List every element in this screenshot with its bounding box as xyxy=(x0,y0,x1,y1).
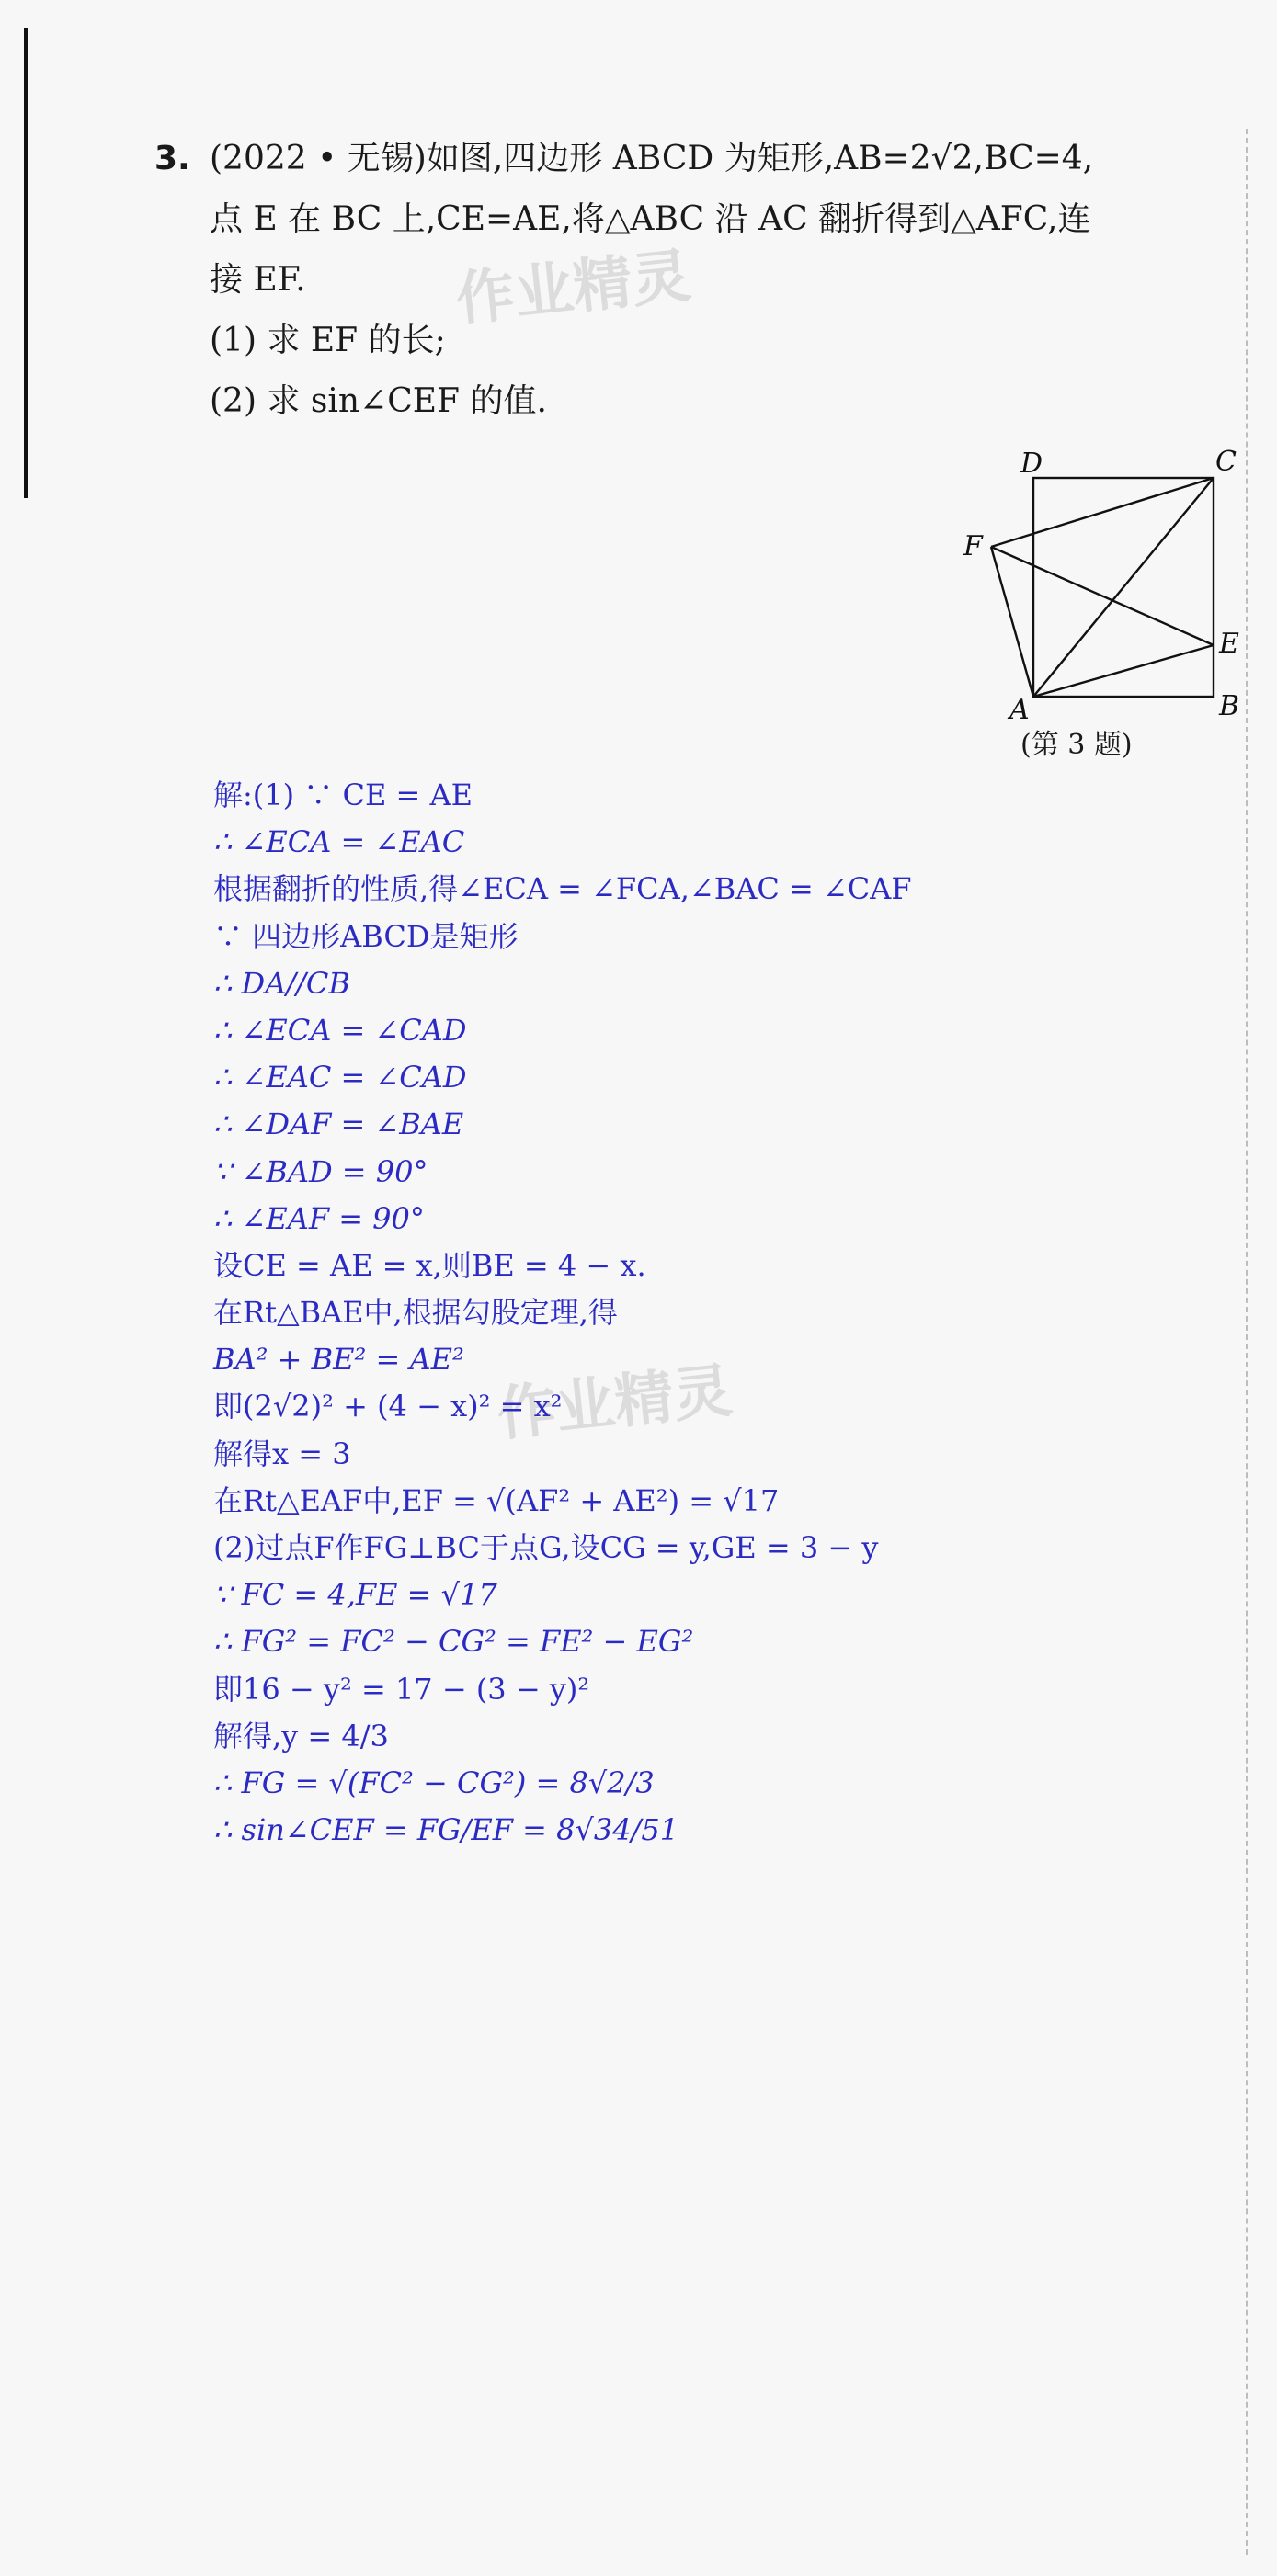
solution-line: ∴ sin∠CEF = FG/EF = 8√34/51 xyxy=(213,1812,679,1848)
solution-line: ∴ ∠ECA = ∠CAD xyxy=(213,1012,467,1048)
solution-line: 在Rt△EAF中,EF = √(AF² + AE²) = √17 xyxy=(213,1482,780,1518)
problem-line-3: 接 EF. xyxy=(210,261,306,299)
diagonal-ac xyxy=(1033,478,1214,697)
question-1: (1) 求 EF 的长; xyxy=(210,322,446,359)
problem-line-2: 点 E 在 BC 上,CE=AE,将△ABC 沿 AC 翻折得到△AFC,连 xyxy=(210,200,1091,238)
segment-af xyxy=(991,547,1033,697)
problem-number: 3. xyxy=(154,140,190,177)
segment-ae xyxy=(1033,645,1214,697)
solution-line: ∵ ∠BAD = 90° xyxy=(213,1153,428,1189)
label-e: E xyxy=(1219,628,1239,660)
solution-line: 即(2√2)² + (4 − x)² = x² xyxy=(213,1389,563,1424)
solution-line: 设CE = AE = x,则BE = 4 − x. xyxy=(213,1247,646,1283)
label-d: D xyxy=(1020,448,1043,480)
solution-line: BA² + BE² = AE² xyxy=(213,1342,464,1378)
solution-line: ∴ FG² = FC² − CG² = FE² − EG² xyxy=(213,1624,694,1660)
solution-line: ∴ ∠EAC = ∠CAD xyxy=(213,1060,467,1095)
watermark: 作业精灵 xyxy=(494,1356,735,1450)
solution-line: (2)过点F作FG⊥BC于点G,设CG = y,GE = 3 − y xyxy=(213,1530,879,1565)
solution-line: 在Rt△BAE中,根据勾股定理,得 xyxy=(213,1295,618,1331)
solution-line: 即16 − y² = 17 − (3 − y)² xyxy=(213,1671,590,1707)
label-f: F xyxy=(963,530,983,562)
solution-line: ∴ DA//CB xyxy=(213,965,350,1001)
solution-line: ∴ ∠EAF = 90° xyxy=(213,1200,425,1236)
solution-line: ∵ 四边形ABCD是矩形 xyxy=(213,918,519,954)
geometry-figure xyxy=(947,439,1250,770)
label-b: B xyxy=(1219,690,1240,722)
segment-fc xyxy=(991,478,1214,547)
figure-caption: (第 3 题) xyxy=(1020,729,1133,761)
solution-line: ∴ FG = √(FC² − CG²) = 8√2/3 xyxy=(213,1765,655,1800)
solution-line: 解得x = 3 xyxy=(213,1436,351,1471)
solution-line: ∵ FC = 4,FE = √17 xyxy=(213,1577,497,1613)
watermark: 作业精灵 xyxy=(452,242,694,335)
solution-line: 解得,y = 4/3 xyxy=(213,1718,389,1753)
label-a: A xyxy=(1009,694,1030,726)
label-c: C xyxy=(1215,446,1237,478)
binding-margin-line xyxy=(24,28,28,498)
solution-line: 解:(1) ∵ CE = AE xyxy=(213,777,473,812)
problem-line-1: (2022 • 无锡)如图,四边形 ABCD 为矩形,AB=2√2,BC=4, xyxy=(210,140,1094,177)
solution-block xyxy=(213,772,1206,1854)
solution-line: ∴ ∠DAF = ∠BAE xyxy=(213,1106,464,1142)
question-2: (2) 求 sin∠CEF 的值. xyxy=(210,382,547,420)
solution-line: ∴ ∠ECA = ∠EAC xyxy=(213,824,465,860)
segment-fe xyxy=(991,547,1214,645)
solution-line: 根据翻折的性质,得∠ECA = ∠FCA,∠BAC = ∠CAF xyxy=(213,871,912,907)
